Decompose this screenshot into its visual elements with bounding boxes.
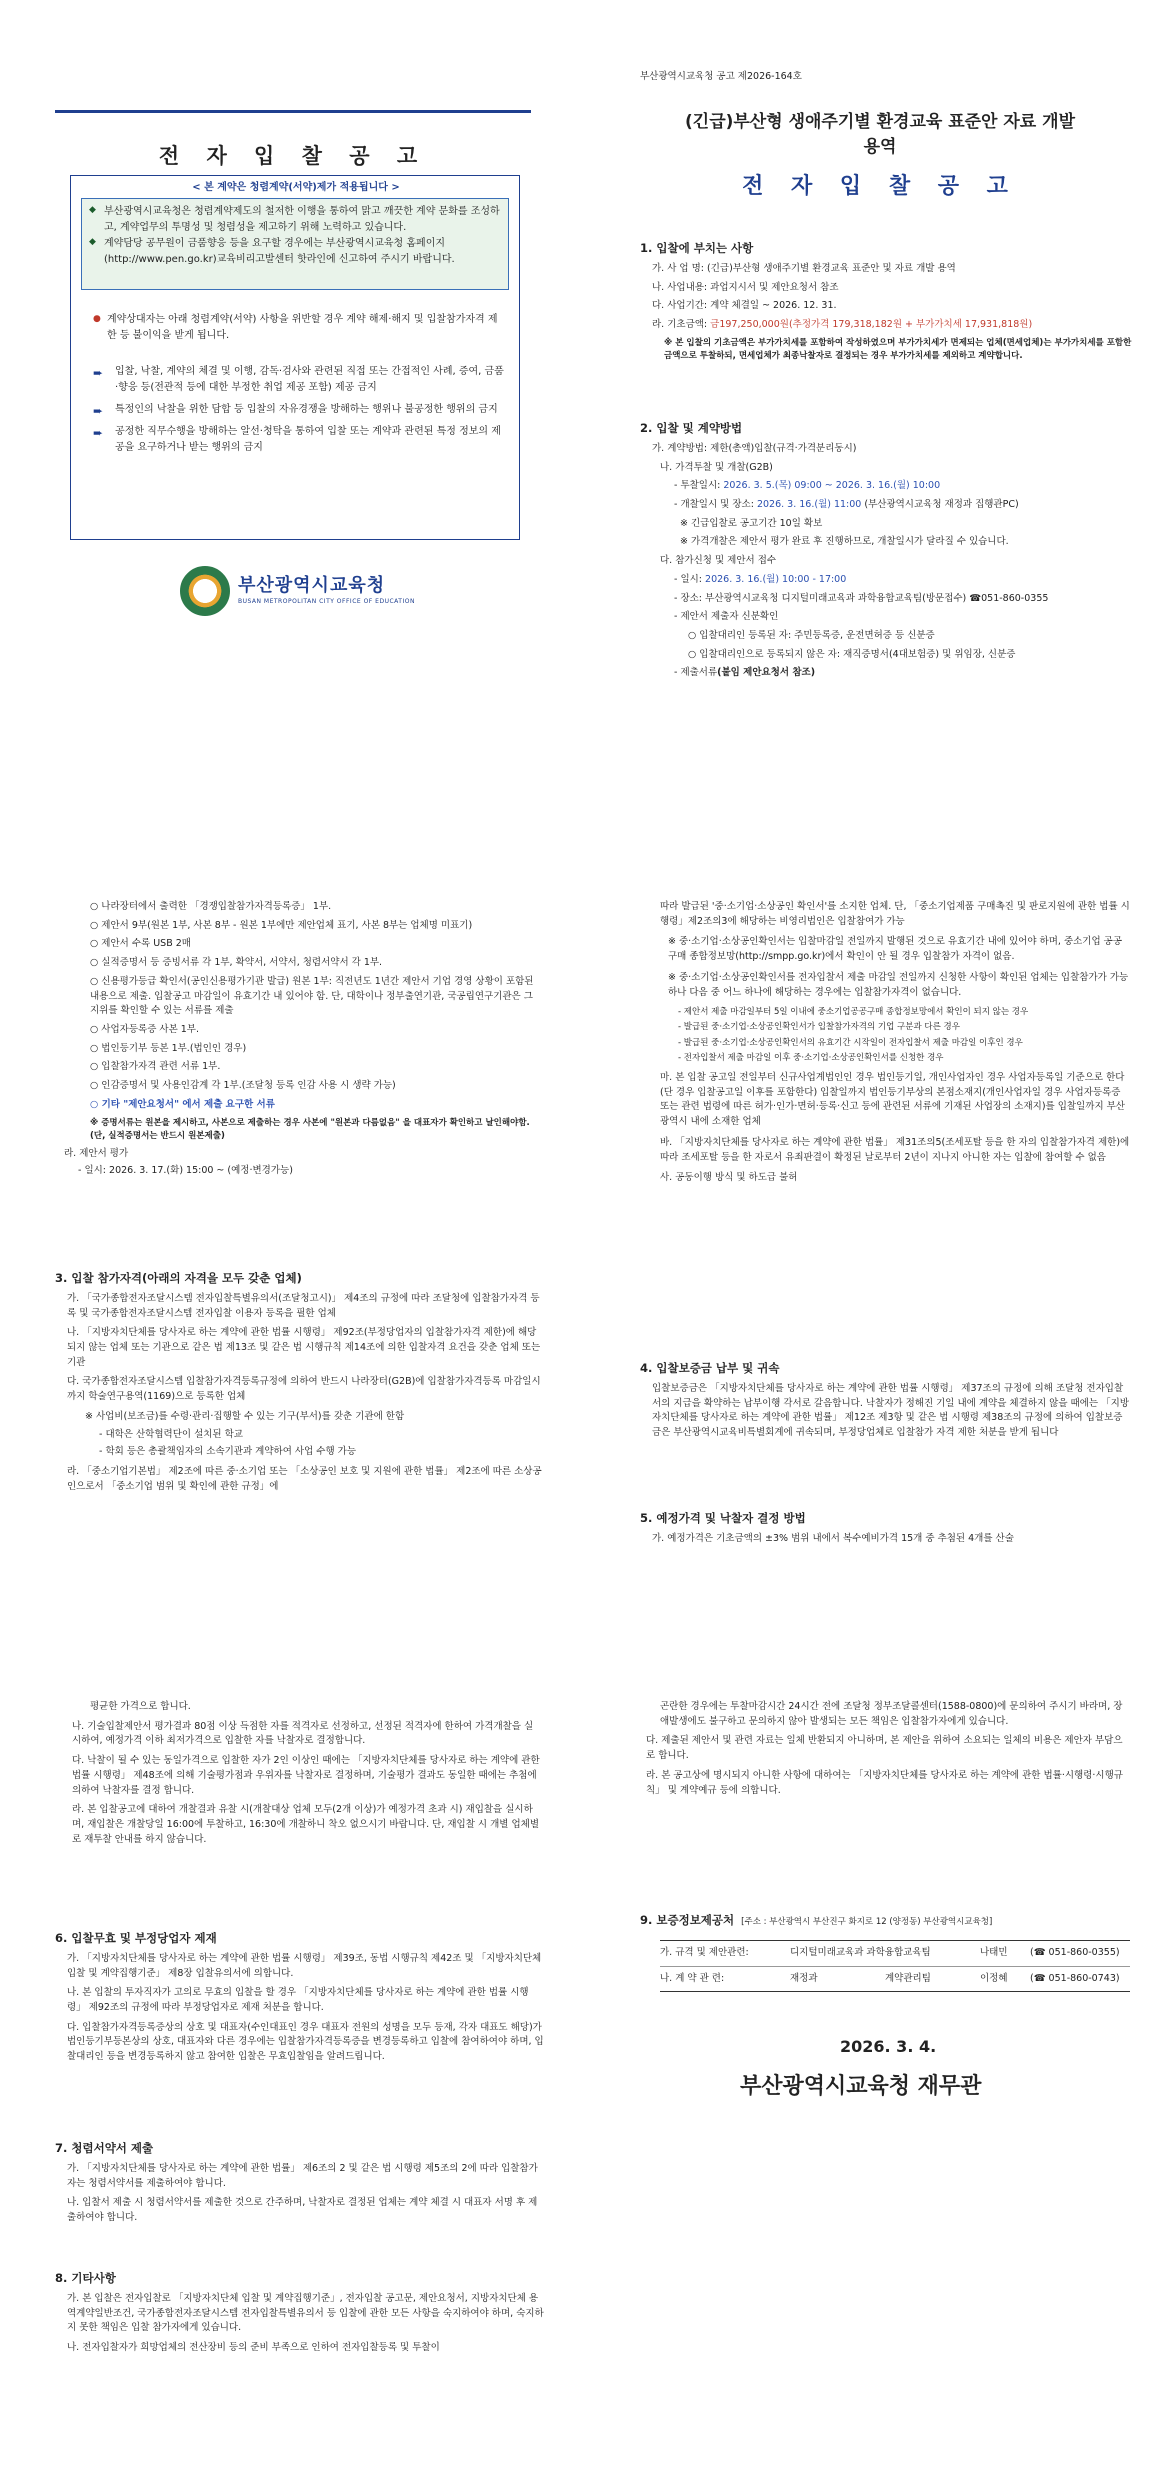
p3-right-lines xyxy=(646,1700,1130,1798)
s6-line: 나. 본 입찰의 투자직자가 고의로 무효의 입찰을 할 경우 「지방자치단체를 당사자로 하는 계약에 관한 법률 시행령」 제92조의 규정에 따라 부정당업자로 제재 처분을 합니다. xyxy=(67,1987,529,2013)
contact-tel: (☎ 051-860-0743) xyxy=(1030,1972,1120,1984)
p2-right-ba: 바. 「지방자치단체를 당사자로 하는 계약에 관한 법률」 제31조의5(조세포탈 등을 한 자의 입찰참가자격 제한)에 따라 조세포탈 등을 한 자로서 유죄판결이 확정된 날로부터 2년이 지나지 아니한 자는 입찰에 참여할 수 없음 xyxy=(660,1136,1130,1163)
bid-time-label: - 투찰일시: xyxy=(674,480,724,492)
open-time-tail: (부산광역시교육청 재정과 집행관PC) xyxy=(861,498,1019,510)
p2-eval-line: - 일시: 2026. 3. 17.(화) 15:00 ~ (예정·변경가능) xyxy=(78,1164,293,1176)
s1-line: 다. 사업기간: 계약 체결일 ~ 2026. 12. 31. xyxy=(652,300,837,312)
s2-open-time xyxy=(652,498,1140,513)
notice-list-item: ➨ 특정인의 낙찰을 위한 담합 등 입찰의 자유경쟁을 방해하는 행위나 불공정한 행위의 금지 xyxy=(93,402,505,418)
p2-left-etc: ○ 기타 "제안요청서" 에서 제출 요구한 서류 xyxy=(90,1098,275,1110)
p2-left-etc-note: ※ 증명서류는 원본을 제시하고, 사본으로 제출하는 경우 사본에 "원본과 다름없음" 을 대표자가 확인하고 날인해야함. (단, 실적증명서는 반드시 원본제출) xyxy=(90,1117,530,1141)
p3-right-line: 라. 본 공고상에 명시되지 아니한 사항에 대하여는 「지방자치단체를 당사자로 하는 계약에 관한 법률·시행령·시행규칙」 및 계약예규 등에 의합니다. xyxy=(646,1769,1123,1796)
s3-note: ※ 사업비(보조금)를 수령·관리·집행할 수 있는 기구(부서)를 갖춘 기관에 한함 xyxy=(85,1410,405,1422)
s3-line: 라. 「중소기업기본법」 제2조에 따른 중·소기업 또는 「소상공인 보호 및 지원에 관한 법률」 제2조에 따른 소상공인으로서 「중소기업 범위 및 확인에 관한 규정」에 xyxy=(67,1466,542,1492)
open-time-value: 2026. 3. 16.(월) 11:00 xyxy=(756,498,862,510)
notice-inner-line: ◆ 계약담당 공무원이 금품향응 등을 요구할 경우에는 부산광역시교육청 홈페이지 (http://www.pen.go.kr)교육비리고발센터 핫라인에 신고하여 주시기 바랍니다. xyxy=(104,236,500,267)
cover-rule xyxy=(55,110,531,113)
s8-line: 나. 전자입찰자가 희망업체의 전산장비 등의 준비 부족으로 인하여 전자입찰등록 및 투찰이 xyxy=(67,2341,440,2353)
notice-lead: ● 계약상대자는 아래 청렴계약(서약) 사항을 위반할 경우 계약 해제·해지 및 입찰참가자격 제한 등 불이익을 받게 됩니다. xyxy=(93,312,503,344)
s9-address: [주소 : 부산광역시 부산진구 화지로 12 (양정동) 부산광역시교육청] xyxy=(741,1917,993,1927)
page-3 xyxy=(0,1690,1168,2478)
s2-line: 다. 참가신청 및 제안서 접수 xyxy=(660,555,777,567)
section-9 xyxy=(640,1912,1140,1930)
p3-right-line: 곤란한 경우에는 투찰마감시간 24시간 전에 조달청 정부조달콜센터(1588-0800)에 문의하여 주시기 바라며, 장애발생에도 불구하고 문의하지 않아 발생되는 모든 책임은 입찰참가자에게 있습니다. xyxy=(660,1701,1123,1727)
logo-subtext: BUSAN METROPOLITAN CITY OFFICE OF EDUCATION xyxy=(238,598,415,605)
p2-right-top: 따라 발급된 '중·소기업·소상공인 확인서'를 소지한 업체. 단, 「중소기업제품 구매촉진 및 판로지원에 관한 법률 시행령」제2조의3에 해당하는 비영리법인은 입찰참여가 가능 xyxy=(660,901,1130,927)
section-4 xyxy=(640,1360,1130,1441)
s2-line: ※ 긴급입찰로 공고기간 10일 확보 xyxy=(680,517,823,529)
s1-budget xyxy=(652,318,1140,333)
announcement-number: 부산광역시교육청 공고 제2026-164호 xyxy=(640,71,802,82)
section-heading: 2. 입찰 및 계약방법 xyxy=(640,421,743,435)
s7-line: 가. 「지방자치단체를 당사자로 하는 계약에 관한 법률」 제6조의 2 및 같은 법 시행령 제5조의 2에 따라 입찰참가자는 청렴서약서를 제출하여야 합니다. xyxy=(67,2162,538,2189)
integrity-notice-inner xyxy=(81,198,509,290)
issuing-officer: 부산광역시교육청 재무관 xyxy=(740,2074,982,2099)
p2-left-line: ○ 제안서 수록 USB 2매 xyxy=(90,938,191,950)
notice-list-item: ➨ 공정한 직무수행을 방해하는 알선·청탁을 통하여 입찰 또는 계약과 관련된 특정 정보의 제공을 요구하거나 받는 행위의 금지 xyxy=(93,424,505,456)
section-heading: 6. 입찰무효 및 부정당업자 제재 xyxy=(55,1931,217,1945)
logo-text: 부산광역시교육청 xyxy=(238,575,386,596)
contact-tel: (☎ 051-860-0355) xyxy=(1030,1947,1120,1958)
s1-line: 가. 사 업 명: (긴급)부산형 생애주기별 환경교육 표준안 및 자료 개발 용역 xyxy=(652,262,956,274)
p3-left-line: 다. 낙찰이 될 수 있는 동일가격으로 입찰한 자가 2인 이상인 때에는 「지방자치단체를 당사자로 하는 계약에 관한 법률 시행령」 제48조에 의해 기술평가점과 우위자를 낙찰자로 결정하며, 기술평가 결과도 동일한 때에는 추첨에 의하여 낙찰자를 결정 합니다. xyxy=(72,1755,540,1796)
p2-left-list xyxy=(64,900,540,1178)
section-3 xyxy=(55,1270,545,1494)
integrity-notice-box xyxy=(70,175,520,540)
s2-line: - 장소: 부산광역시교육청 디지털미래교육과 과학융합교육팀(방문접수) ☎051-860-0355 xyxy=(674,592,1049,604)
s2-docs xyxy=(652,666,1140,681)
section-heading: 4. 입찰보증금 납부 및 귀속 xyxy=(640,1361,780,1375)
section-heading: 7. 청렴서약서 제출 xyxy=(55,2141,154,2155)
open-time-label: - 개찰일시 및 장소: xyxy=(674,498,757,510)
s1-note: ※ 본 입찰의 기초금액은 부가가치세를 포함하여 작성하였으며 부가가치세가 면제되는 업체(면세업체)는 부가가치세를 포함한 금액으로 투찰하되, 면세업체가 최종낙찰자로 결정되는 경우 부가가치세를 제외하고 계약합니다. xyxy=(664,337,1132,362)
p2-left-line: ○ 입찰참가자격 관련 서류 1부. xyxy=(90,1061,221,1073)
p2-left-line: ○ 제안서 9부(원본 1부, 사본 8부 - 원본 1부에만 제안업체 표기, 사본 8부는 업체명 미표기) xyxy=(90,919,473,931)
notice-list xyxy=(93,364,505,462)
budget-label: 라. 기초금액: xyxy=(652,318,711,330)
notice-list-item: ➨ 입찰, 낙찰, 계약의 체결 및 이행, 감독·검사와 관련된 직접 또는 간접적인 사례, 증여, 금품·향응 등(전관적 등에 대한 부정한 취업 제공 포함) 제공 금지 xyxy=(93,364,505,396)
p2-left-line: ○ 사업자등록증 사본 1부. xyxy=(90,1024,200,1036)
section-heading: 1. 입찰에 부치는 사항 xyxy=(640,241,754,255)
p2-left-line: ○ 나라장터에서 출력한 「경쟁입찰참가자격등록증」 1부. xyxy=(90,901,332,912)
docs-value: (붙임 제안요청서 참조) xyxy=(717,667,816,679)
p3-left-line: 평균한 가격으로 합니다. xyxy=(90,1701,191,1712)
p2-right-note: - 발급된 중·소기업·소상공인확인서가 입찰참가자격의 기업 구분과 다른 경우 xyxy=(678,1022,960,1033)
p2-left-line: ○ 신용평가등급 확인서(공인신용평가기관 발급) 원본 1부: 직전년도 1년간 제안서 기업 경영 상황이 포함된 내용으로 제출. 입찰공고 마감일이 유효기간 내 있어야 함. 단, 대학이나 정부출연기관, 국공립연구기관은 그 지위를 확인할 수 있는 서류를 제출 xyxy=(90,975,534,1017)
s8-line: 가. 본 입찰은 전자입찰로 「지방자치단체 입찰 및 계약집행기준」, 전자입찰 공고문, 제안요청서, 지방자치단체 용역계약일반조건, 국가종합전자조달시스템 전자입찰특별유의서 등 입찰에 관한 모든 사항을 숙지하여야 하며, 숙지하지 못한 책임은 입찰 참가자에게 있습니다. xyxy=(67,2292,544,2334)
contact-table xyxy=(660,1940,1130,1992)
p2-right-note: - 전자입찰서 제출 마감일 이후 중·소기업·소상공인확인서를 신청한 경우 xyxy=(678,1052,944,1063)
bid-time-value: 2026. 3. 5.(목) 09:00 ~ 2026. 3. 16.(월) 10:00 xyxy=(723,480,941,492)
p3-right-line: 다. 제출된 제안서 및 관련 자료는 일체 반환되지 아니하며, 본 제안을 위하여 소요되는 일체의 비용은 제안자 부담으로 합니다. xyxy=(646,1735,1123,1762)
s7-line: 나. 입찰서 제출 시 청렴서약서를 제출한 것으로 간주하며, 낙찰자로 결정된 업체는 계약 체결 시 대표자 서명 후 제출하여야 합니다. xyxy=(67,2197,538,2223)
contact-row xyxy=(660,1941,1130,1966)
p3-left-line: 라. 본 입찰공고에 대하여 개찰결과 유찰 시(개찰대상 업체 모두(2개 이상)가 예정가격 초과 시) 재입찰을 실시하며, 재입찰은 개찰당일 16:00에 투찰하고, 16:30에 개찰하니 착오 없으시기 바랍니다. 단, 재입찰 시 개별 업체별로 재투찰 안내를 하지 않습니다. xyxy=(72,1804,540,1845)
p2-right-ma: 마. 본 입찰 공고일 전일부터 신규사업계법인인 경우 법인등기일, 개인사업자인 경우 사업자등록일 기준으로 한다(단 경우 입찰공고일 이후를 포함한다) 입찰일까지 법인등기부상의 본점소재지(개인사업자일 경우 사업자등록증 또는 관련 법령에 따른 허가·인가·면허·등록·신고 등에 관련된 서류에 기재된 사업장의 소재지)를 입찰일까지 부산광역시 내에 소재한 업체 xyxy=(660,1072,1125,1128)
docs-label: - 제출서류 xyxy=(674,667,718,679)
p2-right-sa: 사. 공동이행 방식 및 하도급 불허 xyxy=(660,1172,798,1184)
announcement-title-line: (긴급)부산형 생애주기별 환경교육 표준안 자료 개발 xyxy=(685,112,1075,132)
s2-line: - 제안서 제출자 신분확인 xyxy=(674,611,779,623)
s2-submit-time xyxy=(652,573,1140,588)
announcement-big-title: 전 자 입 찰 공 고 xyxy=(742,174,1018,199)
p2-right-note: - 발급된 중·소기업·소상공인확인서의 유효기간 시작일이 전자입찰서 제출 마감일 이후인 경우 xyxy=(678,1037,1023,1048)
s4-body: 입찰보증금은 「지방자치단체를 당사자로 하는 계약에 관한 법률 시행령」 제37조의 규정에 의해 조달청 전자입찰서의 지급을 확약하는 납부이행 각서로 갈음합니다. 낙찰자가 정해진 기일 내에 계약을 체결하지 않을 때에는 「지방자치단체를 당사자로 하는 계약에 관한 법률」 제12조 제3항 및 같은 법 시행령 제38조의 규정에 의하여 입찰보증금은 부산광역시교육비특별회계에 귀속되며, 부정당업체로 입찰참가 자격 제한 처분을 받게 됩니다 xyxy=(652,1382,1129,1438)
p2-right-note: ※ 중·소기업·소상공인확인서를 전자입찰서 제출 마감일 전일까지 신청한 사항이 확인된 업체는 입찰참가가 가능하나 다음 중 어느 하나에 해당하는 경우에는 입찰참가자격이 없습니다. xyxy=(668,971,1129,998)
s3-note: - 학회 등은 총괄책임자의 소속기관과 계약하여 사업 수행 가능 xyxy=(99,1446,357,1458)
budget-value: 금197,250,000원(추정가격 179,318,182원 + 부가가치세 17,931,818원) xyxy=(710,318,1033,330)
announcement-title xyxy=(640,110,1120,159)
office-logo xyxy=(180,566,420,618)
p2-left-line: ○ 법인등기부 등본 1부.(법인인 경우) xyxy=(90,1042,247,1054)
section-7 xyxy=(55,2140,545,2226)
submit-time-label: - 일시: xyxy=(674,573,706,585)
section-heading: 8. 기타사항 xyxy=(55,2271,116,2285)
p2-eval-label: 라. 제안서 평가 xyxy=(64,1147,129,1159)
announcement-title-line: 용역 xyxy=(863,136,897,157)
s2-line: ○ 입찰대리인으로 등록되지 않은 자: 재직증명서(4대보험증) 및 위임장, 신분증 xyxy=(688,648,1016,660)
section-6 xyxy=(55,1930,545,2065)
section-1 xyxy=(640,240,1140,364)
s3-line: 가. 「국가종합전자조달시스템 전자입찰특별유의서(조달청고시)」 제4조의 규정에 따라 조달청에 입찰참가자격 등록 및 국가종합전자조달시스템 전자입찰 이용자 등록을 필한 업체 xyxy=(67,1292,540,1319)
section-2 xyxy=(640,420,1140,681)
s3-line: 나. 「지방자치단체를 당사자로 하는 계약에 관한 법률 시행령」 제92조(부정당업자의 입찰참가자격 제한)에 해당되지 않는 업체 또는 기관으로 같은 법 제13조 및 같은 법 시행규칙 제14조에 의한 입찰자격 요건을 갖춘 업체 또는 기관 xyxy=(67,1327,541,1368)
contact-team: 계약관리팀 xyxy=(885,1972,931,1984)
p2-right-note: ※ 중·소기업·소상공인확인서는 입찰마감일 전일까지 발행된 것으로 유효기간 내에 있어야 하며, 중소기업 공공구매 종합정보망(http://smpp.go.kr)에서 확인이 안 될 경우 입찰참가 자격이 없음. xyxy=(668,936,1123,963)
announcement-date: 2026. 3. 4. xyxy=(840,2037,937,2056)
s5-line: 가. 예정가격은 기초금액의 ±3% 범위 내에서 복수예비가격 15개 중 추첨된 4개를 산술 xyxy=(652,1532,1014,1544)
s6-line: 가. 「지방자치단체를 당사자로 하는 계약에 관한 법률 시행령」 제39조, 동법 시행규칙 제42조 및 「지방자치단체 입찰 및 계약집행기준」 제8장 입찰유의서에 의합니다. xyxy=(67,1952,542,1979)
section-5 xyxy=(640,1510,1130,1547)
integrity-notice-caption: < 본 계약은 청렴계약(서약)제가 적용됩니다 > xyxy=(192,182,400,193)
s1-line: 나. 사업내용: 과업지시서 및 제안요청서 참조 xyxy=(652,281,839,293)
contact-label: 가. 규격 및 제안관련: xyxy=(660,1947,749,1958)
s3-note: - 대학은 산학협력단이 설치된 학교 xyxy=(99,1428,243,1440)
contact-row xyxy=(660,1966,1130,1992)
cover-title: 전 자 입 찰 공 고 xyxy=(158,144,428,168)
s2-line: ○ 입찰대리인 등록된 자: 주민등록증, 운전면허증 등 신분증 xyxy=(688,630,935,641)
page-2 xyxy=(0,870,1168,1600)
p2-left-line: ○ 인감증명서 및 사용인감계 각 1부.(조달청 등록 인감 사용 시 생략 가능) xyxy=(90,1080,396,1092)
s2-line: 나. 가격투찰 및 개찰(G2B) xyxy=(660,461,773,473)
emblem-icon xyxy=(180,566,230,616)
section-8 xyxy=(55,2270,545,2356)
contact-name: 나태민 xyxy=(980,1947,1008,1958)
p3-left-lines xyxy=(72,1700,540,1847)
section-heading: 9. 보증정보제공처 xyxy=(640,1913,735,1927)
page-1 xyxy=(0,0,1168,820)
p2-right-note: - 제안서 제출 마감일부터 5일 이내에 중소기업공공구매 종합정보망에서 확인이 되지 않는 경우 xyxy=(678,1007,1029,1018)
s2-bid-time xyxy=(652,479,1140,494)
s2-line: 가. 계약방법: 제한(총액)입찰(규격·가격분리동시) xyxy=(652,442,857,454)
section-heading: 3. 입찰 참가자격(아래의 자격을 모두 갖춘 업체) xyxy=(55,1271,302,1285)
s3-line: 다. 국가종합전자조달시스템 입찰참가자격등록규정에 의하여 반드시 나라장터(G2B)에 입찰참가자격등록 마감일시까지 학술연구용역(1169)으로 등록한 업체 xyxy=(67,1376,541,1403)
notice-inner-line: ◆ 부산광역시교육청은 청렴계약제도의 철저한 이행을 통하여 맑고 깨끗한 계약 문화를 조성하고, 계약업무의 투명성 및 청렴성을 제고하기 위해 노력하고 있습니다. xyxy=(104,204,500,235)
contact-dept: 디지털미래교육과 과학융합교육팀 xyxy=(790,1947,931,1958)
p3-left-line: 나. 기술입찰제안서 평가결과 80점 이상 득점한 자를 적격자로 선정하고, 선정된 적격자에 한하여 가격개찰을 실시하여, 예정가격 이하 최저가격으로 입찰한 자를 낙찰자로 결정합니다. xyxy=(72,1720,534,1747)
s2-line: ※ 가격개찰은 제안서 평가 완료 후 진행하므로, 개찰일시가 달라질 수 있습니다. xyxy=(680,536,1009,548)
contact-label: 나. 계 약 관 련: xyxy=(660,1972,725,1984)
p2-left-line: ○ 실적증명서 등 증빙서류 각 1부, 확약서, 서약서, 청렴서약서 각 1부. xyxy=(90,957,383,969)
contact-name: 이정혜 xyxy=(980,1972,1008,1984)
p2-right xyxy=(650,900,1130,1186)
submit-time-value: 2026. 3. 16.(월) 10:00 - 17:00 xyxy=(705,573,847,585)
contact-dept: 재정과 xyxy=(790,1972,818,1984)
section-heading: 5. 예정가격 및 낙찰자 결정 방법 xyxy=(640,1511,806,1525)
s6-line: 다. 입찰참가자격등록증상의 상호 및 대표자(수인대표인 경우 대표자 전원의 성명을 모두 등재, 각자 대표도 해당)가 법인등기부등본상의 상호, 대표자와 다른 경우에는 입찰참가자격등록증을 변경등록하고 입찰에 참여하여야 하며, 입찰대리인 등을 변경등록하지 않고 참여한 입찰은 무효입찰임을 알려드립니다. xyxy=(67,2021,544,2063)
